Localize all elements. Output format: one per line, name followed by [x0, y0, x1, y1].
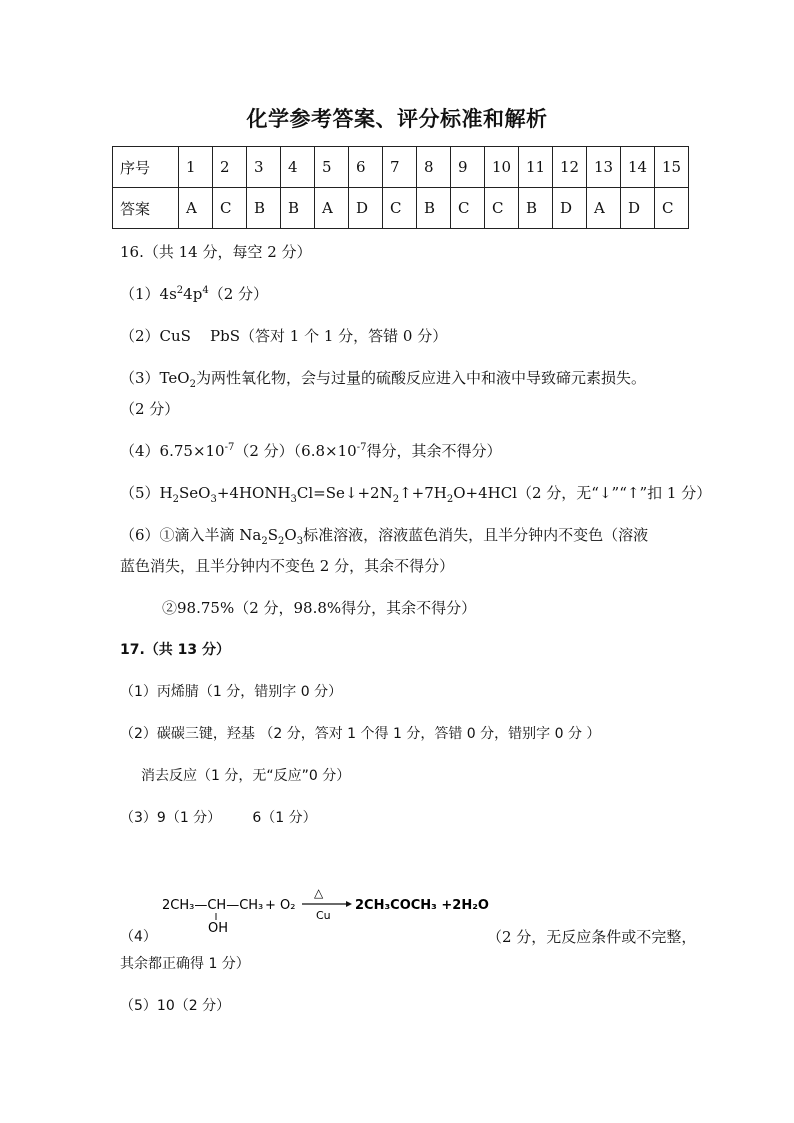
q16-part1: [120, 283, 268, 304]
q17-part5: （5）10（2 分）: [120, 998, 231, 1014]
q16-part6-line3: ②98.75%（2 分，98.8%得分，其余不得分）: [162, 599, 477, 617]
q16-part2: （2）CuS PbS（答对 1 个 1 分，答错 0 分）: [120, 327, 448, 345]
table-row: [113, 147, 689, 188]
q17-part3: （3）9（1 分） 6（1 分）: [120, 810, 317, 826]
text: （6）①滴入半滴 Na: [120, 526, 262, 544]
q17-part1: （1）丙烯腈（1 分，错别字 0 分）: [120, 684, 343, 700]
text: 得分，其余不得分）: [366, 442, 502, 460]
equation-catalyst: Cu: [316, 909, 331, 922]
label: （1）: [120, 285, 160, 303]
table-cell-number: 11: [519, 147, 553, 188]
table-cell-number: 9: [451, 147, 485, 188]
text: （3）TeO: [120, 369, 190, 387]
q16-part3-line2: （2 分）: [120, 400, 180, 418]
text: （5）H: [120, 484, 173, 502]
table-cell-answer: C: [383, 188, 417, 229]
table-cell-number: 3: [247, 147, 281, 188]
table-row: [113, 188, 689, 229]
q16-part6-line2: 蓝色消失，且半分钟内不变色 2 分，其余不得分）: [120, 557, 455, 575]
q17-heading: 17.（共 13 分）: [120, 642, 231, 658]
table-cell-answer: C: [451, 188, 485, 229]
table-cell-number: 4: [281, 147, 315, 188]
table-cell-answer: A: [587, 188, 621, 229]
table-cell-answer: D: [553, 188, 587, 229]
table-cell-number: 13: [587, 147, 621, 188]
table-cell-answer: B: [519, 188, 553, 229]
arrow-head-icon: [346, 901, 352, 907]
table-row-header: 答案: [113, 188, 179, 229]
table-cell-number: 10: [485, 147, 519, 188]
text: ↑+7H: [399, 484, 447, 502]
equation-heat-symbol: △: [314, 886, 324, 900]
text: O+4HCl（2 分，无“↓”“↑”扣 1 分）: [453, 484, 712, 502]
table-cell-answer: B: [417, 188, 451, 229]
subscript: 2: [278, 536, 285, 547]
superscript: 4: [202, 285, 209, 296]
text: S: [267, 526, 279, 544]
table-cell-answer: C: [213, 188, 247, 229]
subscript: 2: [446, 494, 454, 505]
superscript: -7: [224, 442, 235, 453]
text: +4HONH: [216, 484, 291, 502]
q17-part4-note-line2: 其余都正确得 1 分）: [120, 956, 250, 972]
text: 4s: [159, 285, 177, 303]
q17-part4-label: （4）: [120, 929, 157, 945]
q16-part6: [120, 524, 648, 545]
text: 标准溶液，溶液蓝色消失，且半分钟内不变色（溶液: [303, 526, 649, 544]
table-cell-answer: D: [349, 188, 383, 229]
subscript: 3: [296, 536, 304, 547]
subscript: 2: [261, 536, 268, 547]
q16-part5: [120, 482, 711, 503]
text: 为两性氧化物，会与过量的硫酸反应进入中和液中导致碲元素损失。: [195, 369, 646, 387]
q16-part4: [120, 440, 501, 461]
q17-part2: （2）碳碳三键，羟基 （2 分，答对 1 个得 1 分，答错 0 分，错别字 0 分 ）: [120, 726, 601, 742]
table-cell-answer: C: [485, 188, 519, 229]
table-cell-number: 12: [553, 147, 587, 188]
table-cell-number: 14: [621, 147, 655, 188]
subscript: 3: [210, 494, 217, 505]
table-cell-answer: A: [315, 188, 349, 229]
table-cell-number: 15: [655, 147, 689, 188]
text: O: [284, 526, 297, 544]
equation-oxygen: + O₂: [265, 898, 296, 913]
text: 4p: [183, 285, 203, 303]
equation-hydroxyl: OH: [208, 921, 229, 936]
q17-part2-b: 消去反应（1 分，无“反应”0 分）: [141, 768, 351, 784]
answer-table: [112, 146, 689, 229]
equation-reactant: 2CH₃—CH—CH₃: [162, 898, 264, 913]
text: Cl=Se↓+2N: [296, 484, 393, 502]
table-cell-answer: C: [655, 188, 689, 229]
text: （2 分）（6.8×10: [234, 442, 357, 460]
table-row-header: 序号: [113, 147, 179, 188]
subscript: 3: [290, 494, 297, 505]
text: （4）6.75×10: [120, 442, 225, 460]
superscript: 2: [176, 285, 184, 296]
table-cell-number: 5: [315, 147, 349, 188]
table-cell-answer: B: [247, 188, 281, 229]
superscript: -7: [356, 442, 367, 453]
table-cell-number: 8: [417, 147, 451, 188]
table-cell-answer: A: [179, 188, 213, 229]
table-cell-answer: D: [621, 188, 655, 229]
q17-part4-note: （2 分，无反应条件或不完整，: [487, 928, 697, 946]
q16-part3: [120, 367, 646, 388]
table-cell-number: 2: [213, 147, 247, 188]
page-title: 化学参考答案、评分标准和解析: [246, 107, 548, 131]
equation-product: 2CH₃COCH₃ +2H₂O: [355, 898, 489, 913]
table-cell-number: 6: [349, 147, 383, 188]
q16-heading: 16.（共 14 分，每空 2 分）: [120, 243, 312, 261]
subscript: 2: [189, 379, 196, 390]
reaction-equation: [162, 884, 492, 940]
subscript: 2: [172, 494, 179, 505]
table-cell-number: 1: [179, 147, 213, 188]
subscript: 2: [392, 494, 400, 505]
table-cell-number: 7: [383, 147, 417, 188]
text: SeO: [179, 484, 211, 502]
table-cell-answer: B: [281, 188, 315, 229]
text: （2 分）: [208, 285, 269, 303]
